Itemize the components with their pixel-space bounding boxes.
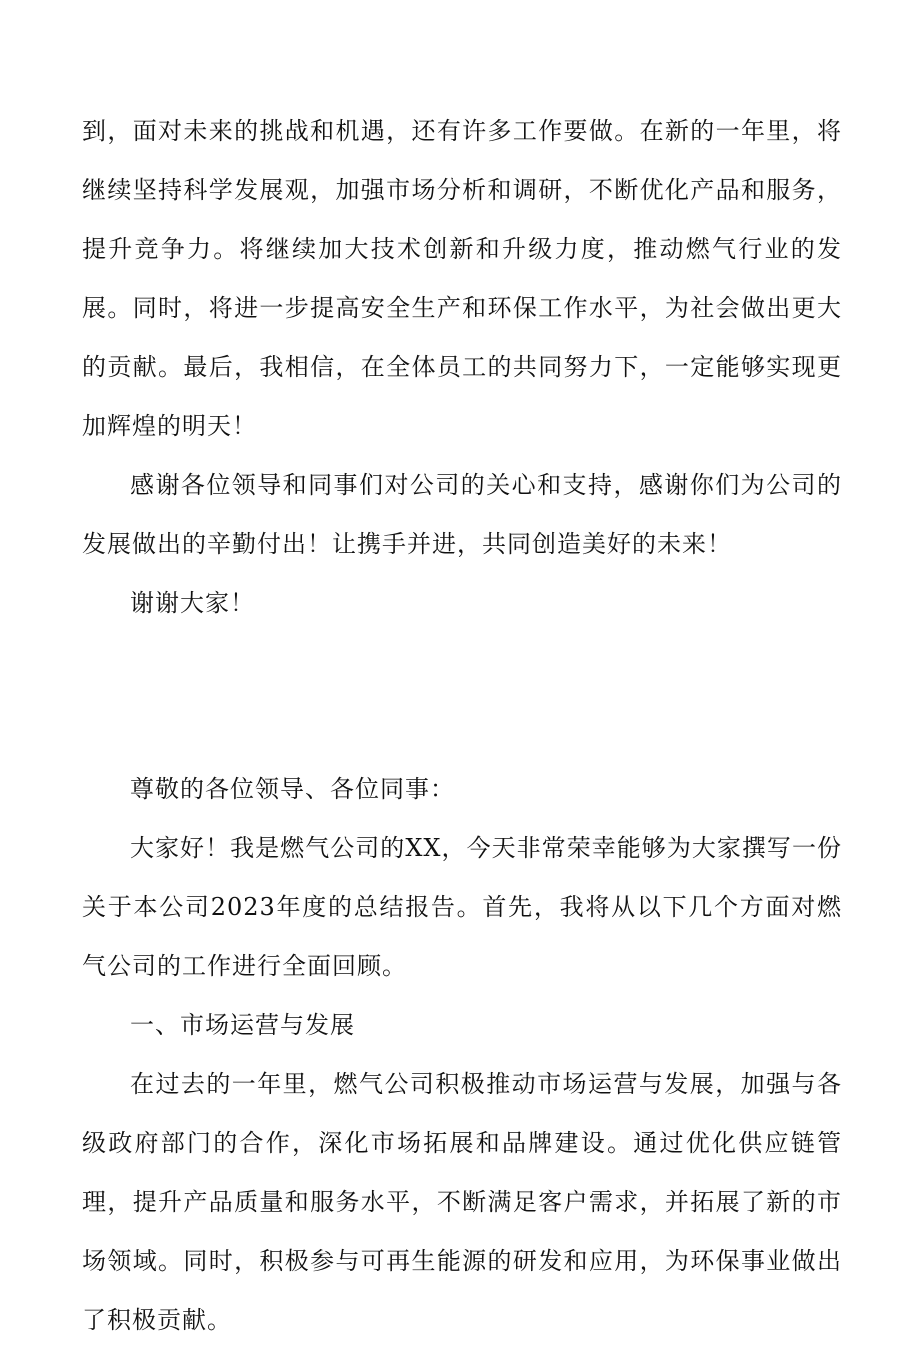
section-heading-market: 一、市场运营与发展 — [130, 1011, 355, 1039]
intro-paragraph: 大家好！我是燃气公司的XX，今天非常荣幸能够为大家撰写一份关于本公司2023年度的总结报告。首先，我将从以下几个方面对燃气公司的工作进行全面回顾。 — [82, 834, 842, 980]
thank-you-line: 谢谢大家！ — [130, 589, 255, 617]
section-spacer — [82, 633, 842, 760]
document-body — [82, 102, 842, 1350]
section-body-market: 在过去的一年里，燃气公司积极推动市场运营与发展，加强与各级政府部门的合作，深化市场拓展和品牌建设。通过优化供应链管理，提升产品质量和服务水平，不断满足客户需求，并拓展了新的市场领域。同时，积极参与可再生能源的研发和应用，为环保事业做出了积极贡献。 — [82, 1070, 842, 1334]
salutation: 尊敬的各位领导、各位同事： — [130, 775, 455, 803]
closing-paragraph: 到，面对未来的挑战和机遇，还有许多工作要做。在新的一年里，将继续坚持科学发展观，加强市场分析和调研，不断优化产品和服务，提升竞争力。将继续加大技术创新和升级力度，推动燃气行业的发展。同时，将进一步提高安全生产和环保工作水平，为社会做出更大的贡献。最后，我相信，在全体员工的共同努力下，一定能够实现更加辉煌的明天！ — [82, 117, 842, 440]
thanks-paragraph: 感谢各位领导和同事们对公司的关心和支持，感谢你们为公司的发展做出的辛勤付出！让携手并进，共同创造美好的未来！ — [82, 471, 842, 558]
